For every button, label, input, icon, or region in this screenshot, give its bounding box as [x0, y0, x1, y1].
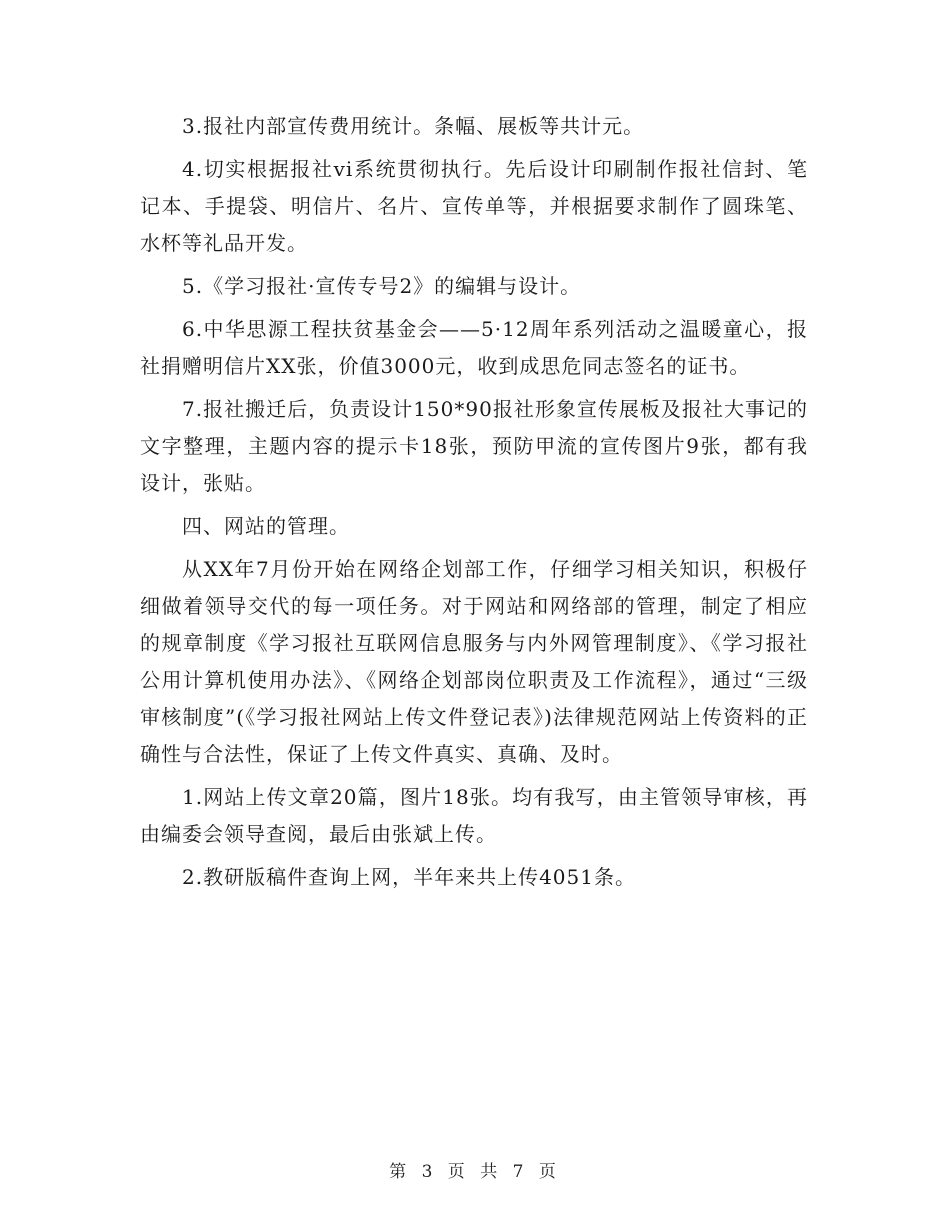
paragraph: 7.报社搬迁后，负责设计150*90报社形象宣传展板及报社大事记的文字整理，主题内容的提示卡18张，预防甲流的宣传图片9张，都有我设计，张贴。 — [140, 397, 808, 495]
paragraph: 从XX年7月份开始在网络企划部工作，仔细学习相关知识，积极仔细做着领导交代的每一项任务。对于网站和网络部的管理，制定了相应的规章制度《学习报社互联网信息服务与内外网管理制度》、《学习报社公用计算机使用办法》、《网络企划部岗位职责及工作流程》，通过“三级审核制度”(《学习报社网站上传文件登记表》)法律规范网站上传资料的正确性与合法性，保证了上传文件真实、真确、及时。 — [140, 557, 808, 766]
page-number-footer: 第 3 页 共 7 页 — [389, 1162, 561, 1182]
paragraph: 1.网站上传文章20篇，图片18张。均有我写，由主管领导审核，再由编委会领导查阅，最后由张斌上传。 — [140, 785, 808, 846]
paragraph: 6.中华思源工程扶贫基金会——5·12周年系列活动之温暖童心，报社捐赠明信片XX张，价值3000元，收到成思危同志签名的证书。 — [140, 317, 808, 378]
paragraph: 5.《学习报社·宣传专号2》的编辑与设计。 — [182, 274, 582, 298]
paragraph: 4.切实根据报社vi系统贯彻执行。先后设计印刷制作报社信封、笔记本、手提袋、明信片、名片、宣传单等，并根据要求制作了圆珠笔、水杯等礼品开发。 — [140, 157, 808, 255]
document-body — [140, 108, 808, 902]
paragraph: 3.报社内部宣传费用统计。条幅、展板等共计元。 — [182, 114, 645, 138]
paragraph: 2.教研版稿件查询上网，半年来共上传4051条。 — [182, 865, 636, 889]
section-heading: 四、网站的管理。 — [182, 514, 350, 538]
